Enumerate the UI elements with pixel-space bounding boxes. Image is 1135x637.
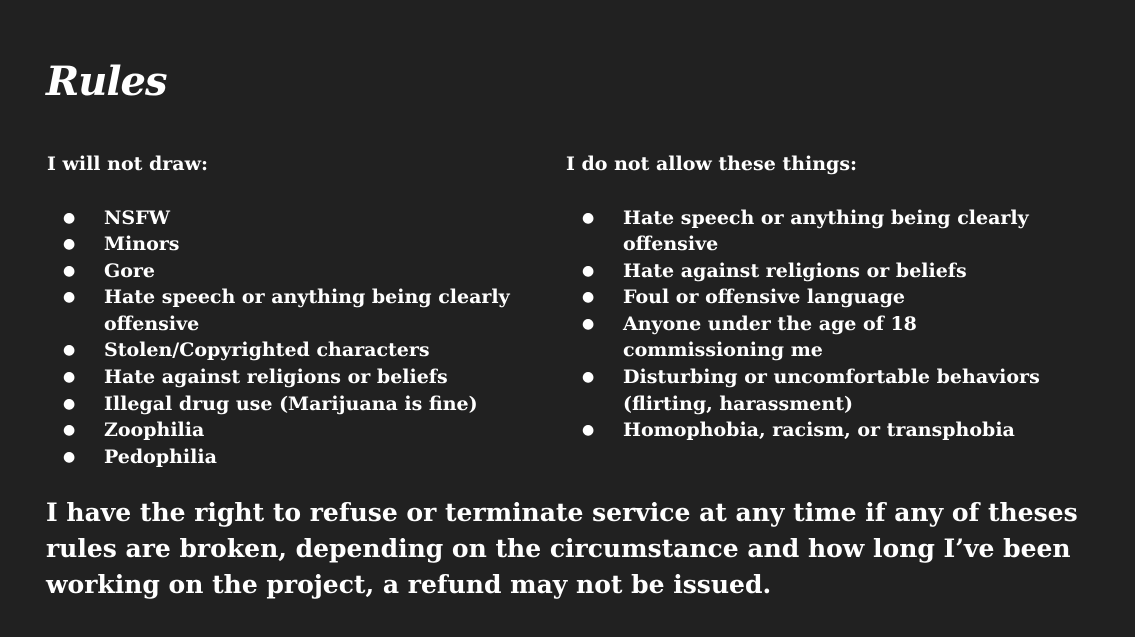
list-item-text: Foul or offensive language bbox=[623, 286, 906, 309]
list-item bbox=[47, 337, 524, 364]
bullet-icon: ● bbox=[63, 448, 76, 465]
list-item-text: Gore bbox=[104, 259, 155, 282]
list-item bbox=[47, 417, 524, 444]
list-item-text: Zoophilia bbox=[104, 419, 205, 442]
not-allowed-heading: I do not allow these things: bbox=[566, 153, 858, 175]
list-item bbox=[47, 258, 524, 285]
will-not-draw-list bbox=[47, 205, 547, 471]
bullet-icon: ● bbox=[63, 209, 76, 226]
bullet-icon: ● bbox=[582, 315, 595, 332]
bullet-icon: ● bbox=[63, 422, 76, 439]
will-not-draw-heading: I will not draw: bbox=[47, 153, 208, 175]
list-item-text: Pedophilia bbox=[104, 445, 217, 468]
list-item bbox=[47, 284, 524, 337]
list-item bbox=[47, 364, 524, 391]
list-item-text: Hate against religions or beliefs bbox=[623, 259, 967, 282]
page-title: Rules bbox=[46, 58, 167, 105]
bullet-icon: ● bbox=[63, 395, 76, 412]
list-item bbox=[566, 417, 1053, 444]
list-item bbox=[566, 284, 1053, 311]
list-item bbox=[566, 311, 1053, 364]
list-item-text: Hate speech or anything being clearly offensive bbox=[104, 286, 510, 335]
list-item bbox=[47, 231, 524, 258]
bullet-icon: ● bbox=[63, 236, 76, 253]
bullet-icon: ● bbox=[582, 289, 595, 306]
bullet-icon: ● bbox=[582, 262, 595, 279]
bullet-icon: ● bbox=[582, 422, 595, 439]
list-item-text: Hate speech or anything being clearly offensive bbox=[623, 206, 1029, 256]
bullet-icon: ● bbox=[582, 209, 595, 226]
bullet-icon: ● bbox=[63, 342, 76, 359]
bullet-icon: ● bbox=[63, 369, 76, 386]
list-item bbox=[566, 364, 1053, 417]
list-item-text: Disturbing or uncomfortable behaviors (flirting, harassment) bbox=[623, 366, 1040, 415]
list-item-text: NSFW bbox=[104, 206, 170, 229]
list-item-text: Minors bbox=[104, 233, 180, 256]
list-item bbox=[566, 205, 1053, 258]
refund-policy-text: I have the right to refuse or terminate service at any time if any of theses rules are broken, depending on the circumstance and how long I’ve been working on the project, a refund may not be issued. bbox=[46, 498, 1078, 599]
list-item-text: Stolen/Copyrighted characters bbox=[104, 339, 430, 362]
will-not-draw-section bbox=[47, 151, 547, 470]
bullet-icon: ● bbox=[63, 289, 76, 306]
list-item-text: Hate against religions or beliefs bbox=[104, 366, 448, 389]
list-item-text: Illegal drug use (Marijuana is fine) bbox=[104, 392, 478, 415]
list-item-text: Anyone under the age of 18 commissioning me bbox=[623, 312, 917, 362]
bullet-icon: ● bbox=[63, 262, 76, 279]
list-item-text: Homophobia, racism, or transphobia bbox=[623, 419, 1015, 442]
list-item bbox=[47, 205, 524, 232]
not-allowed-list bbox=[566, 205, 1106, 444]
not-allowed-section bbox=[566, 151, 1106, 444]
list-item bbox=[566, 258, 1053, 285]
list-item bbox=[47, 391, 524, 418]
bullet-icon: ● bbox=[582, 369, 595, 386]
list-item bbox=[47, 444, 524, 471]
